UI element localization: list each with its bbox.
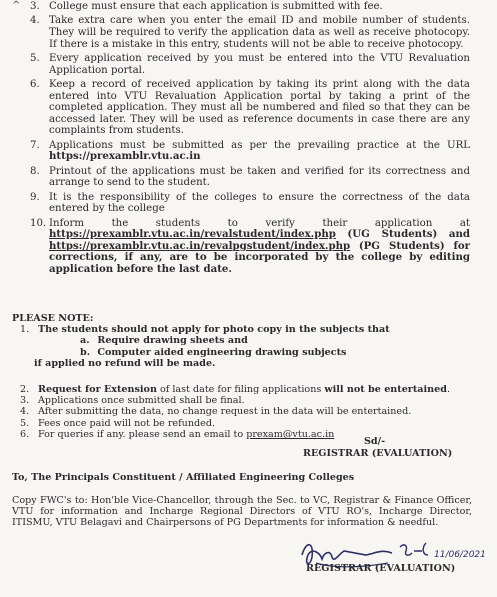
portal-url[interactable]: https://prexamblr.vtu.ac.in — [49, 150, 201, 163]
list-item: 8. Printout of the applications must be taken and verified for its correctness and arrange to send to the student. — [30, 165, 470, 189]
item-text: for corrections, if any, are to be incorporated by the college by editing application before the last date. — [49, 239, 470, 276]
registrar-title-bottom: REGISTRAR (EVALUATION) — [306, 563, 456, 574]
ug-label: (UG Students) — [347, 228, 438, 241]
note-title: PLEASE NOTE: — [12, 313, 94, 324]
note-block — [20, 324, 460, 441]
sd-mark: Sd/- — [364, 436, 386, 447]
list-item: 9. It is the responsibility of the colleges to ensure the correctness of the data entered by the college — [30, 191, 470, 215]
item-text: Printout of the applications must be taken and verified for its correctness and arrange to send to the student. — [49, 165, 470, 189]
note-item: 6. For queries if any. please send an email to prexam@vtu.ac.in — [20, 429, 335, 441]
item-text: College must ensure that each application is submitted with fee. — [49, 1, 383, 12]
ug-url[interactable]: https://prexamblr.vtu.ac.in/revalstudent/index.php — [49, 228, 336, 241]
list-item: 3. College must ensure that each application is submitted with fee. — [30, 1, 383, 12]
email-link[interactable]: prexam@vtu.ac.in — [246, 429, 335, 441]
note-item: 5. Fees once paid will not be refunded. — [20, 417, 216, 429]
list-item: 6. Keep a record of received application by taking its print along with the data entered into VTU Revaluation Application portal by taking a print of the completed application. They must all be numbered and filed so that they can be accessed later. They will be used as reference documents in case there are any complaints from students. — [30, 78, 470, 137]
list-item: 7. Applications must be submitted as per the prevailing practice at the URL https://prexamblr.vtu.ac.in — [30, 139, 470, 163]
note-item: 3. Applications once submitted shall be final. — [20, 395, 245, 407]
note-item: 1. The students should not apply for photo copy in the subjects that — [20, 324, 390, 335]
list-item: 10. Inform the students to verify their application at https://prexamblr.vtu.ac.in/revalstudent/index.php (UG Students) and https://prexamblr.vtu.ac.in/revalpgstudent/index.php (PG Students) for corrections, if any, are to be incorporated by the college by editing application before the last date. — [30, 217, 470, 276]
note-item: 4. After submitting the data, no change request in the data will be entertained. — [20, 406, 412, 418]
item-text: Every application received by you must be entered into the VTU Revaluation Application portal. — [49, 52, 470, 76]
signature — [296, 533, 496, 583]
note-item: 2. Request for Extension of last date for filing applications will not be entertained. — [20, 383, 450, 395]
signature-date: 11/06/2021 — [434, 550, 486, 560]
copy-to-text: Copy FWC's to: Hon'ble Vice-Chancellor, through the Sec. to VC, Registrar & Finance Officer, VTU for information and Incharge Regional Directors of VTU RO's, Incharge Director, ITISMU, VTU Belagavi and Chairpersons of PG Departments for information & needful. — [12, 495, 472, 529]
item-text: Inform the students to verify their application at — [49, 217, 470, 229]
item-text: It is the responsibility of the colleges to ensure the correctness of the data entered by the college — [49, 191, 470, 215]
note-sub-item: a. Require drawing sheets and — [80, 335, 248, 347]
instructions-list — [30, 1, 470, 278]
item-text: Take extra care when you enter the email ID and mobile number of students. They will be required to verify the application data as well as receive photocopy. If there is a mistake in this entry, students will not be able to receive photocopy. — [49, 15, 470, 50]
item-text: Keep a record of received application by taking its print along with the data entered into VTU Revaluation Application portal by taking a print of the completed application. They must all be numbered and filed so that they can be accessed later. They will be used as reference documents in case there are any complaints from students. — [49, 78, 470, 137]
no-refund-text: if applied no refund will be made. — [34, 358, 216, 370]
list-item: 4. Take extra care when you enter the email ID and mobile number of students. They will be required to verify the application data as well as receive photocopy. If there is a mistake in this entry, students will not be able to receive photocopy. — [30, 15, 470, 50]
item-text: Applications must be submitted as per the prevailing practice at the URL — [49, 139, 470, 151]
top-mark: ^ — [12, 0, 21, 11]
note-sub-item: b. Computer aided engineering drawing subjects — [80, 346, 347, 358]
addressee: To, The Principals Constituent / Affiliated Engineering Colleges — [12, 472, 355, 483]
pg-label: (PG Students) — [358, 239, 445, 252]
list-item: 5. Every application received by you must be entered into the VTU Revaluation Application portal. — [30, 52, 470, 76]
pg-url[interactable]: https://prexamblr.vtu.ac.in/revalpgstudent/index.php — [49, 239, 351, 252]
registrar-title: REGISTRAR (EVALUATION) — [303, 448, 453, 459]
